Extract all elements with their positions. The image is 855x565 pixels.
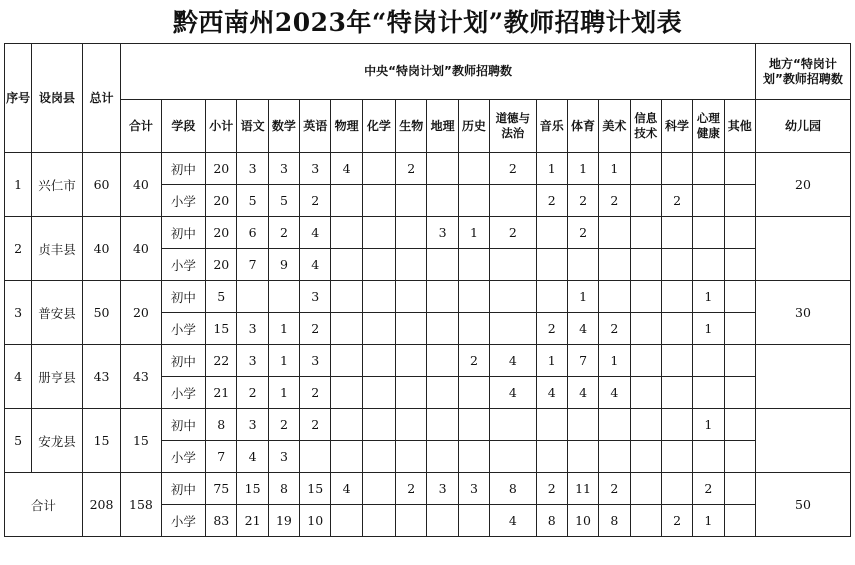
subject-count-cell: [458, 313, 489, 345]
subject-count-cell: 2: [567, 185, 598, 217]
kindergarten-cell: 20: [755, 153, 850, 217]
subject-count-cell: [490, 313, 536, 345]
subject-count-cell: [724, 217, 755, 249]
subject-count-cell: [427, 345, 458, 377]
stage-cell: 初中: [161, 409, 205, 441]
total-cell: 15: [82, 409, 120, 473]
subject-count-cell: [661, 313, 692, 345]
subject-count-cell: [362, 409, 395, 441]
subject-count-cell: 2: [490, 153, 536, 185]
subject-count-cell: [427, 441, 458, 473]
subject-count-cell: [536, 217, 567, 249]
kindergarten-cell: [755, 409, 850, 473]
header-subject: 生物: [396, 100, 427, 153]
subject-count-cell: [630, 473, 661, 505]
header-subject: 历史: [458, 100, 489, 153]
subtotal-cell: 8: [206, 409, 237, 441]
subtotal-cell: 5: [206, 281, 237, 313]
subject-count-cell: [724, 377, 755, 409]
subject-count-cell: 2: [567, 217, 598, 249]
subject-count-cell: 4: [536, 377, 567, 409]
central-total-cell: 40: [121, 217, 161, 281]
subject-count-cell: 1: [567, 153, 598, 185]
subject-count-cell: 4: [300, 249, 331, 281]
subject-count-cell: 3: [268, 441, 299, 473]
total-cell: 208: [82, 473, 120, 537]
header-subject: 数学: [268, 100, 299, 153]
subject-count-cell: 8: [599, 505, 630, 537]
stage-cell: 小学: [161, 441, 205, 473]
subject-count-cell: [630, 409, 661, 441]
subject-count-cell: [724, 313, 755, 345]
subject-count-cell: [630, 441, 661, 473]
recruitment-table: [4, 43, 851, 537]
kindergarten-cell: [755, 217, 850, 281]
subject-count-cell: [490, 281, 536, 313]
subject-count-cell: [567, 249, 598, 281]
subject-count-cell: [331, 249, 362, 281]
header-subtotal: 小计: [206, 100, 237, 153]
subject-count-cell: 1: [599, 153, 630, 185]
subject-count-cell: [427, 153, 458, 185]
subject-count-cell: [724, 185, 755, 217]
subject-count-cell: 10: [567, 505, 598, 537]
subject-count-cell: 4: [237, 441, 268, 473]
subject-count-cell: [630, 153, 661, 185]
stage-cell: 小学: [161, 185, 205, 217]
subject-count-cell: [427, 249, 458, 281]
subject-count-cell: [630, 185, 661, 217]
county-cell: 兴仁市: [32, 153, 83, 217]
subject-count-cell: 3: [237, 313, 268, 345]
subject-count-cell: 3: [237, 345, 268, 377]
subject-count-cell: 1: [693, 281, 724, 313]
seq-cell: 5: [5, 409, 32, 473]
subject-count-cell: 2: [599, 473, 630, 505]
subject-count-cell: [300, 441, 331, 473]
subject-count-cell: [536, 281, 567, 313]
stage-cell: 小学: [161, 313, 205, 345]
subject-count-cell: [693, 249, 724, 281]
subject-count-cell: 2: [599, 185, 630, 217]
subject-count-cell: [458, 505, 489, 537]
subject-count-cell: [396, 441, 427, 473]
subject-count-cell: [567, 441, 598, 473]
subject-count-cell: [427, 377, 458, 409]
subject-count-cell: [599, 249, 630, 281]
subject-count-cell: [661, 377, 692, 409]
subject-count-cell: 8: [536, 505, 567, 537]
subject-count-cell: [396, 409, 427, 441]
subject-count-cell: 2: [268, 217, 299, 249]
subject-count-cell: 2: [490, 217, 536, 249]
subject-count-cell: [661, 473, 692, 505]
subject-count-cell: 4: [490, 505, 536, 537]
subject-count-cell: [536, 409, 567, 441]
subject-count-cell: 11: [567, 473, 598, 505]
subject-count-cell: 2: [268, 409, 299, 441]
total-cell: 50: [82, 281, 120, 345]
subject-count-cell: [724, 281, 755, 313]
subject-count-cell: [630, 345, 661, 377]
subject-count-cell: 4: [490, 345, 536, 377]
subject-count-cell: 1: [268, 313, 299, 345]
subject-count-cell: 2: [458, 345, 489, 377]
header-subject: 物理: [331, 100, 362, 153]
kindergarten-cell: 50: [755, 473, 850, 537]
subject-count-cell: [362, 249, 395, 281]
subject-count-cell: [427, 185, 458, 217]
subject-count-cell: 2: [396, 473, 427, 505]
subject-count-cell: [599, 441, 630, 473]
subject-count-cell: 2: [661, 505, 692, 537]
header-subject: 信息技术: [630, 100, 661, 153]
subject-count-cell: 2: [396, 153, 427, 185]
subject-count-cell: [396, 185, 427, 217]
subject-count-cell: 2: [661, 185, 692, 217]
subject-count-cell: 2: [237, 377, 268, 409]
subject-count-cell: [458, 249, 489, 281]
county-cell: 安龙县: [32, 409, 83, 473]
subject-count-cell: 4: [567, 377, 598, 409]
header-subject: 道德与法治: [490, 100, 536, 153]
header-seq: 序号: [5, 44, 32, 153]
subject-count-cell: 4: [300, 217, 331, 249]
subtotal-cell: 75: [206, 473, 237, 505]
subject-count-cell: [362, 473, 395, 505]
subject-count-cell: [427, 313, 458, 345]
subject-count-cell: [362, 377, 395, 409]
subject-count-cell: [331, 505, 362, 537]
central-total-cell: 43: [121, 345, 161, 409]
subject-count-cell: 1: [693, 409, 724, 441]
subject-count-cell: 3: [427, 217, 458, 249]
subject-count-cell: [458, 409, 489, 441]
header-subject: 地理: [427, 100, 458, 153]
subject-count-cell: [693, 217, 724, 249]
header-subject: 心理健康: [693, 100, 724, 153]
county-cell: 普安县: [32, 281, 83, 345]
subtotal-cell: 20: [206, 185, 237, 217]
header-subject: 体育: [567, 100, 598, 153]
subject-count-cell: 9: [268, 249, 299, 281]
subject-count-cell: [331, 185, 362, 217]
county-cell: 贞丰县: [32, 217, 83, 281]
subject-count-cell: [396, 377, 427, 409]
subject-count-cell: 1: [268, 377, 299, 409]
header-total: 总计: [82, 44, 120, 153]
table-row: [5, 345, 851, 377]
subject-count-cell: [427, 409, 458, 441]
stage-cell: 小学: [161, 505, 205, 537]
central-total-cell: 40: [121, 153, 161, 217]
county-cell: 册亨县: [32, 345, 83, 409]
header-kindergarten: 幼儿园: [755, 100, 850, 153]
subject-count-cell: 1: [268, 345, 299, 377]
subject-count-cell: [362, 441, 395, 473]
subject-count-cell: [458, 281, 489, 313]
subject-count-cell: 4: [599, 377, 630, 409]
subject-count-cell: 4: [567, 313, 598, 345]
subject-count-cell: [331, 441, 362, 473]
subject-count-cell: 2: [536, 185, 567, 217]
subject-count-cell: 2: [300, 185, 331, 217]
subject-count-cell: 4: [490, 377, 536, 409]
header-central-subtotal: 合计: [121, 100, 161, 153]
subject-count-cell: 10: [300, 505, 331, 537]
subject-count-cell: [724, 249, 755, 281]
stage-cell: 初中: [161, 473, 205, 505]
subject-count-cell: 5: [268, 185, 299, 217]
subject-count-cell: 3: [237, 153, 268, 185]
subject-count-cell: [331, 313, 362, 345]
subject-count-cell: [567, 409, 598, 441]
subject-count-cell: 2: [300, 409, 331, 441]
subject-count-cell: 8: [490, 473, 536, 505]
subject-count-cell: [268, 281, 299, 313]
subject-count-cell: [661, 441, 692, 473]
subtotal-cell: 15: [206, 313, 237, 345]
stage-cell: 初中: [161, 281, 205, 313]
subject-count-cell: 6: [237, 217, 268, 249]
subject-count-cell: 4: [331, 473, 362, 505]
subject-count-cell: [661, 281, 692, 313]
seq-cell: 1: [5, 153, 32, 217]
subject-count-cell: [396, 249, 427, 281]
subtotal-cell: 21: [206, 377, 237, 409]
subject-count-cell: 1: [536, 153, 567, 185]
subject-count-cell: [331, 217, 362, 249]
subject-count-cell: 5: [237, 185, 268, 217]
subject-count-cell: [396, 217, 427, 249]
subject-count-cell: [599, 217, 630, 249]
central-total-cell: 15: [121, 409, 161, 473]
subject-count-cell: [630, 505, 661, 537]
subject-count-cell: [536, 441, 567, 473]
subject-count-cell: [362, 505, 395, 537]
table-row: [5, 153, 851, 185]
subject-count-cell: 1: [458, 217, 489, 249]
table-row: [5, 473, 851, 505]
subject-count-cell: [396, 345, 427, 377]
total-cell: 43: [82, 345, 120, 409]
subject-count-cell: 15: [237, 473, 268, 505]
subject-count-cell: [693, 377, 724, 409]
subtotal-cell: 83: [206, 505, 237, 537]
subject-count-cell: 2: [300, 313, 331, 345]
subject-count-cell: [490, 185, 536, 217]
subject-count-cell: [630, 217, 661, 249]
subject-count-cell: [362, 153, 395, 185]
header-stage: 学段: [161, 100, 205, 153]
subject-count-cell: [458, 377, 489, 409]
subject-count-cell: [724, 505, 755, 537]
page-title: 黔西南州2023年“特岗计划”教师招聘计划表: [172, 8, 683, 37]
subject-count-cell: 1: [693, 505, 724, 537]
header-subject: 音乐: [536, 100, 567, 153]
subject-count-cell: [362, 185, 395, 217]
subject-count-cell: 3: [458, 473, 489, 505]
subject-count-cell: 2: [300, 377, 331, 409]
kindergarten-cell: [755, 345, 850, 409]
subject-count-cell: 1: [599, 345, 630, 377]
subject-count-cell: 2: [536, 313, 567, 345]
subject-count-cell: [693, 345, 724, 377]
totals-label-cell: 合计: [5, 473, 83, 537]
subject-count-cell: [362, 313, 395, 345]
header-central-group: 中央“特岗计划”教师招聘数: [121, 44, 756, 100]
subject-count-cell: [661, 217, 692, 249]
subject-count-cell: 19: [268, 505, 299, 537]
subject-count-cell: [362, 217, 395, 249]
header-county: 设岗县: [32, 44, 83, 153]
subject-count-cell: 4: [331, 153, 362, 185]
subject-count-cell: 7: [567, 345, 598, 377]
subject-count-cell: [396, 281, 427, 313]
subject-count-cell: [630, 313, 661, 345]
subject-count-cell: [599, 409, 630, 441]
subject-count-cell: 15: [300, 473, 331, 505]
subject-count-cell: 2: [599, 313, 630, 345]
subject-count-cell: 3: [300, 281, 331, 313]
subject-count-cell: 3: [268, 153, 299, 185]
subject-count-cell: [458, 185, 489, 217]
seq-cell: 2: [5, 217, 32, 281]
subtotal-cell: 20: [206, 153, 237, 185]
stage-cell: 小学: [161, 377, 205, 409]
subject-count-cell: 3: [300, 345, 331, 377]
subject-count-cell: 3: [300, 153, 331, 185]
subject-count-cell: [661, 153, 692, 185]
stage-cell: 初中: [161, 345, 205, 377]
subject-count-cell: [724, 345, 755, 377]
subject-count-cell: [599, 281, 630, 313]
header-subject: 语文: [237, 100, 268, 153]
subject-count-cell: [693, 441, 724, 473]
subject-count-cell: [490, 249, 536, 281]
subject-count-cell: [396, 505, 427, 537]
table-row: [5, 217, 851, 249]
subject-count-cell: [630, 281, 661, 313]
subject-count-cell: [458, 153, 489, 185]
subtotal-cell: 22: [206, 345, 237, 377]
subject-count-cell: [362, 345, 395, 377]
subject-count-cell: [396, 313, 427, 345]
subject-count-cell: [458, 441, 489, 473]
subject-count-cell: [724, 441, 755, 473]
subject-count-cell: [661, 345, 692, 377]
subject-count-cell: [331, 409, 362, 441]
stage-cell: 初中: [161, 217, 205, 249]
subject-count-cell: [693, 185, 724, 217]
subject-count-cell: [331, 281, 362, 313]
kindergarten-cell: 30: [755, 281, 850, 345]
seq-cell: 4: [5, 345, 32, 409]
subject-count-cell: [724, 153, 755, 185]
subject-count-cell: 21: [237, 505, 268, 537]
stage-cell: 小学: [161, 249, 205, 281]
subject-count-cell: [237, 281, 268, 313]
subject-count-cell: [331, 377, 362, 409]
subject-count-cell: [490, 409, 536, 441]
subject-count-cell: 3: [237, 409, 268, 441]
subject-count-cell: 1: [693, 313, 724, 345]
seq-cell: 3: [5, 281, 32, 345]
subject-count-cell: [427, 505, 458, 537]
subject-count-cell: 1: [567, 281, 598, 313]
stage-cell: 初中: [161, 153, 205, 185]
subject-count-cell: [536, 249, 567, 281]
subject-count-cell: 2: [536, 473, 567, 505]
header-subject: 化学: [362, 100, 395, 153]
subtotal-cell: 20: [206, 249, 237, 281]
subject-count-cell: 1: [536, 345, 567, 377]
subtotal-cell: 7: [206, 441, 237, 473]
header-local-group: 地方“特岗计划”教师招聘数: [755, 44, 850, 100]
central-total-cell: 20: [121, 281, 161, 345]
subject-count-cell: 2: [693, 473, 724, 505]
subject-count-cell: [362, 281, 395, 313]
subject-count-cell: [724, 409, 755, 441]
total-cell: 60: [82, 153, 120, 217]
subject-count-cell: [630, 249, 661, 281]
subject-count-cell: 3: [427, 473, 458, 505]
subject-count-cell: [661, 409, 692, 441]
header-subject: 美术: [599, 100, 630, 153]
subject-count-cell: [490, 441, 536, 473]
header-subject: 英语: [300, 100, 331, 153]
subject-count-cell: [427, 281, 458, 313]
subject-count-cell: [331, 345, 362, 377]
central-total-cell: 158: [121, 473, 161, 537]
table-row: [5, 281, 851, 313]
subtotal-cell: 20: [206, 217, 237, 249]
subject-count-cell: [630, 377, 661, 409]
header-subject: 其他: [724, 100, 755, 153]
table-row: [5, 409, 851, 441]
subject-count-cell: [661, 249, 692, 281]
subject-count-cell: [693, 153, 724, 185]
subject-count-cell: [724, 473, 755, 505]
subject-count-cell: 8: [268, 473, 299, 505]
subject-count-cell: 7: [237, 249, 268, 281]
total-cell: 40: [82, 217, 120, 281]
header-subject: 科学: [661, 100, 692, 153]
